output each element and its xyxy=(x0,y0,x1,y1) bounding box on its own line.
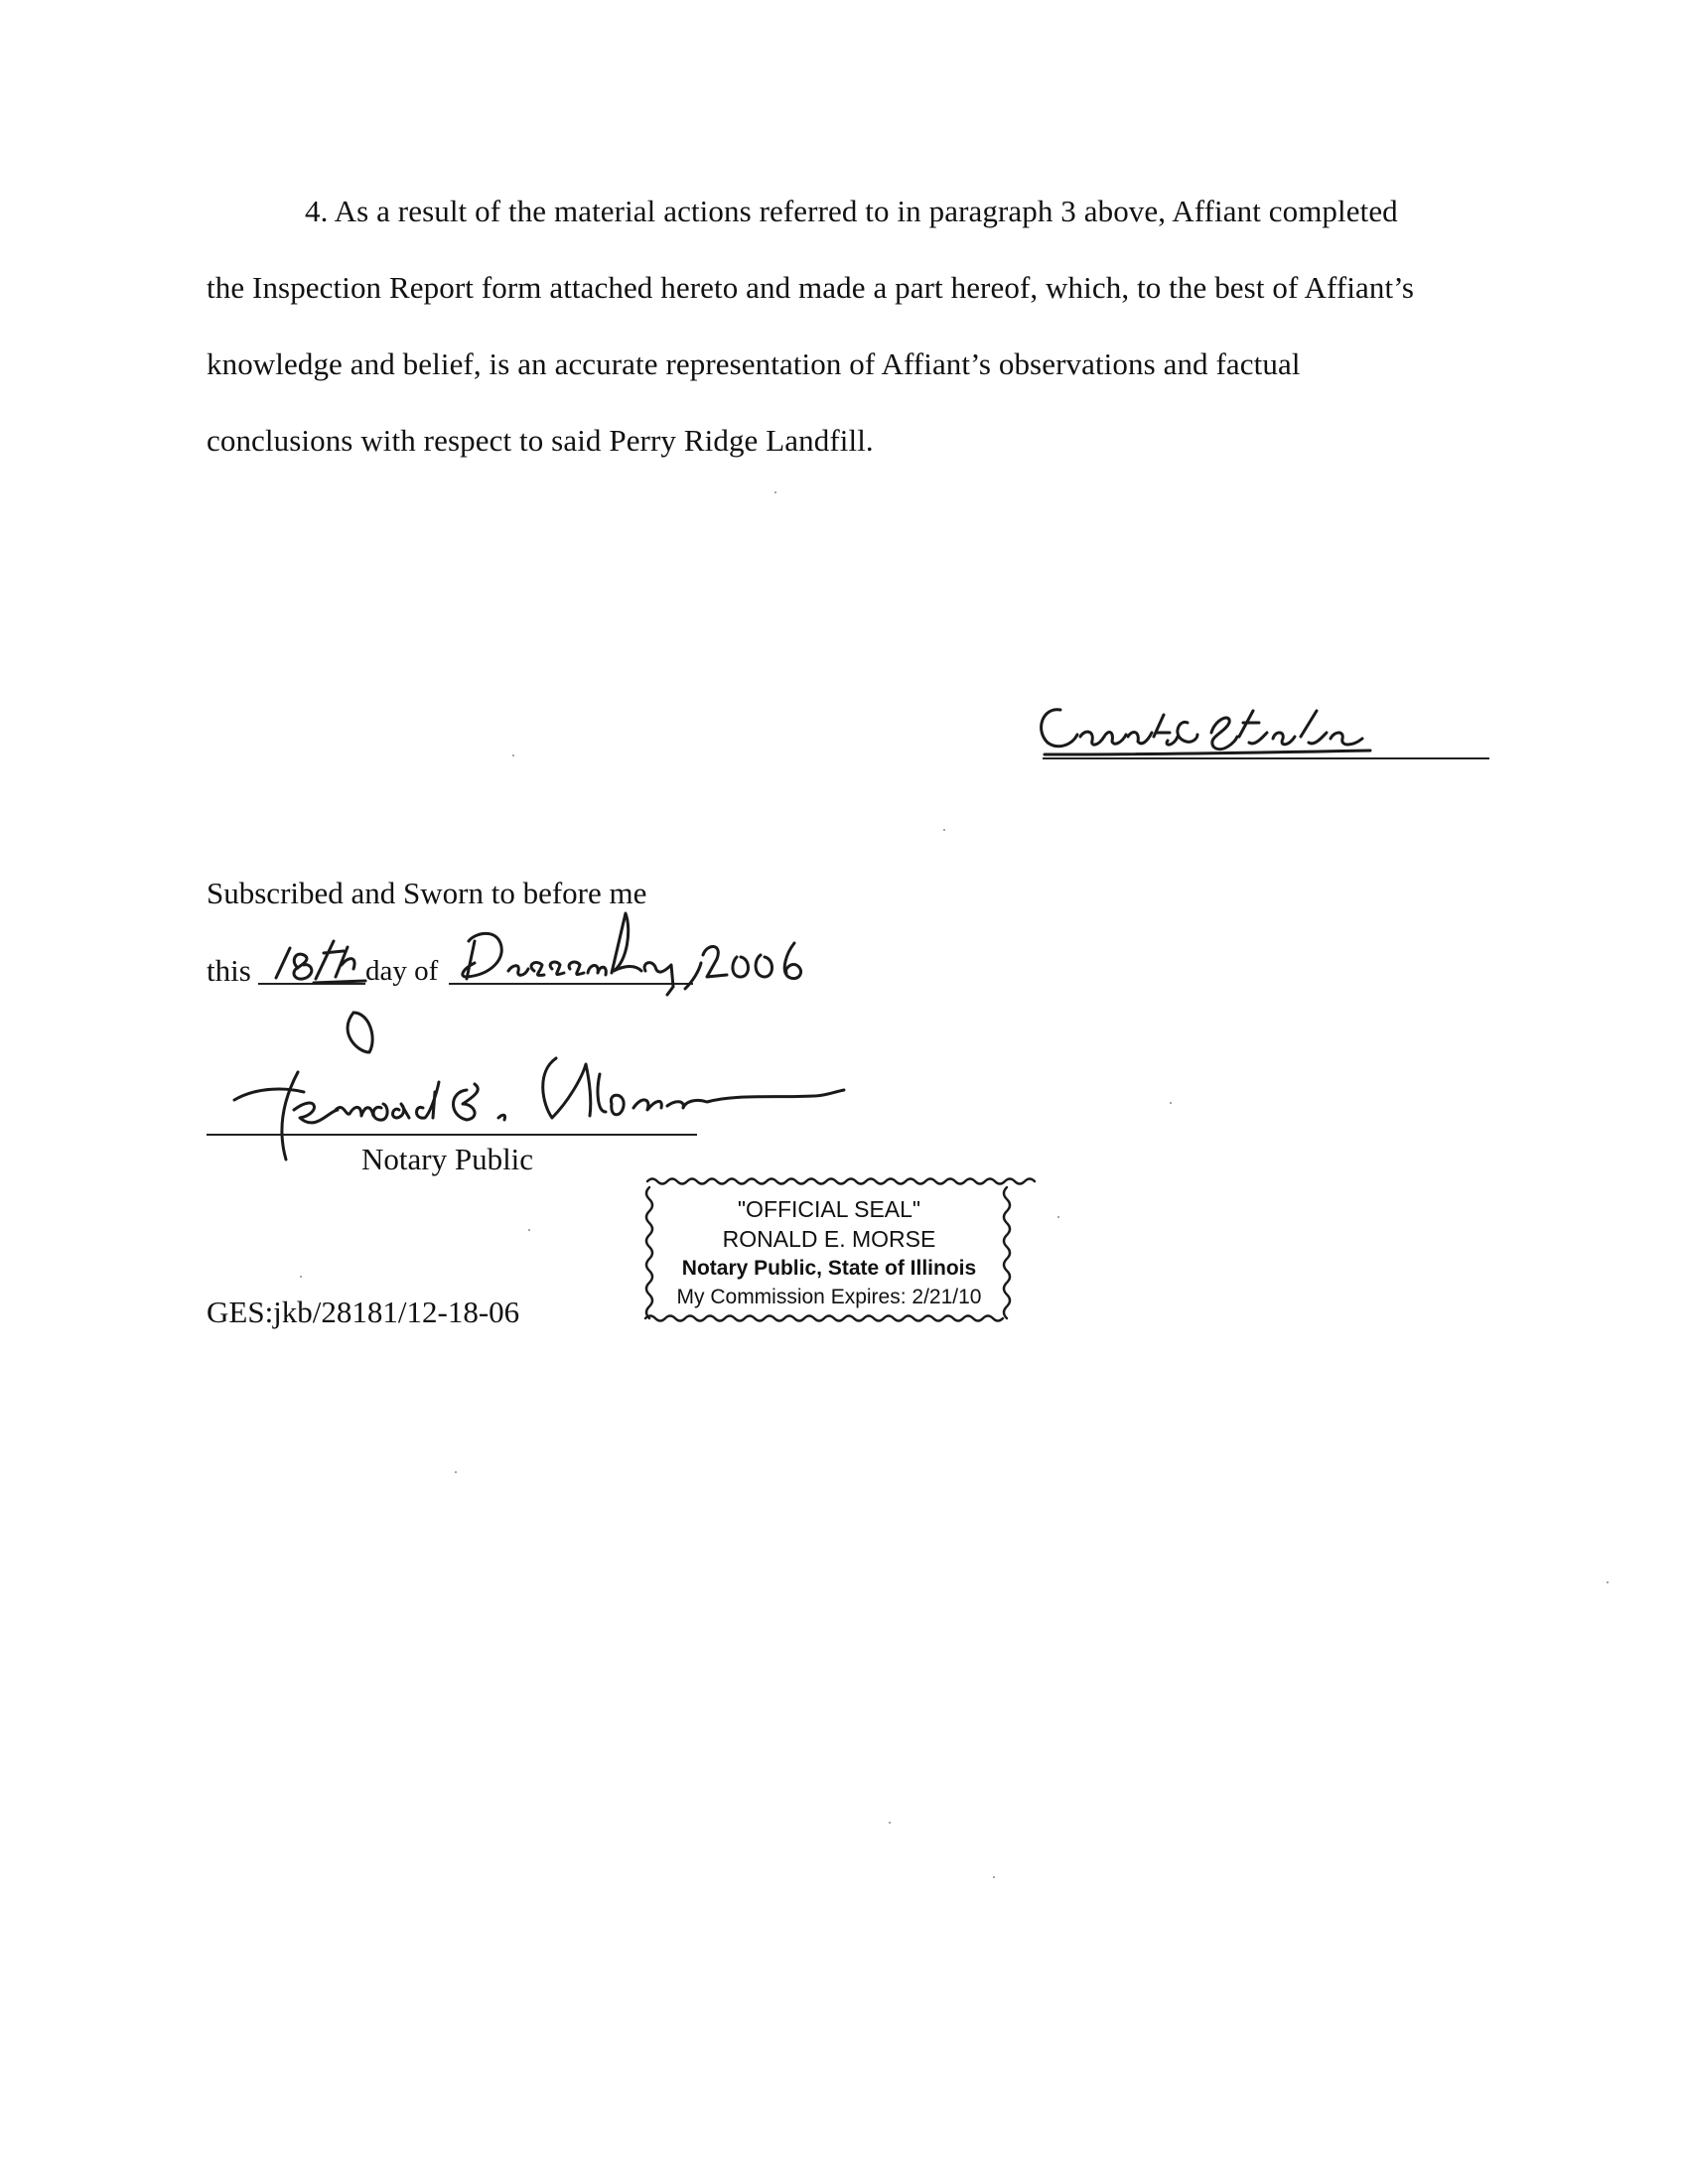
seal-line-name: RONALD E. MORSE xyxy=(722,1226,936,1252)
jurat-day-of-label: day of xyxy=(365,955,439,987)
paragraph-line-2: the Inspection Report form attached hereto and made a part hereof, which, to the best of Affiant’s xyxy=(207,270,1415,305)
paragraph-line-4: conclusions with respect to said Perry Ridge Landfill. xyxy=(207,423,874,458)
seal-line-commission: My Commission Expires: 2/21/10 xyxy=(676,1286,982,1308)
scan-speck xyxy=(1170,1102,1172,1104)
scan-speck xyxy=(1057,1216,1059,1218)
scan-speck xyxy=(943,829,945,831)
scan-speck xyxy=(889,1822,891,1824)
jurat-this-label: this xyxy=(207,953,251,988)
scan-speck xyxy=(512,754,514,756)
scan-speck xyxy=(1607,1581,1609,1583)
scan-speck xyxy=(993,1876,995,1878)
scan-speck xyxy=(774,491,776,493)
jurat-subscribed-line: Subscribed and Sworn to before me xyxy=(207,876,647,910)
scan-speck xyxy=(528,1229,530,1231)
seal-line-notary-state: Notary Public, State of Illinois xyxy=(681,1257,977,1280)
scan-speck xyxy=(300,1276,302,1278)
scan-speck xyxy=(455,1471,457,1473)
reference-code: GES:jkb/28181/12-18-06 xyxy=(207,1295,520,1329)
paragraph-line-3: knowledge and belief, is an accurate representation of Affiant’s observations and factual xyxy=(207,346,1301,381)
seal-line-official: "OFFICIAL SEAL" xyxy=(737,1196,921,1222)
notary-public-label: Notary Public xyxy=(361,1142,534,1176)
paragraph-line-1: 4. As a result of the material actions referred to in paragraph 3 above, Affiant completed xyxy=(305,194,1398,228)
